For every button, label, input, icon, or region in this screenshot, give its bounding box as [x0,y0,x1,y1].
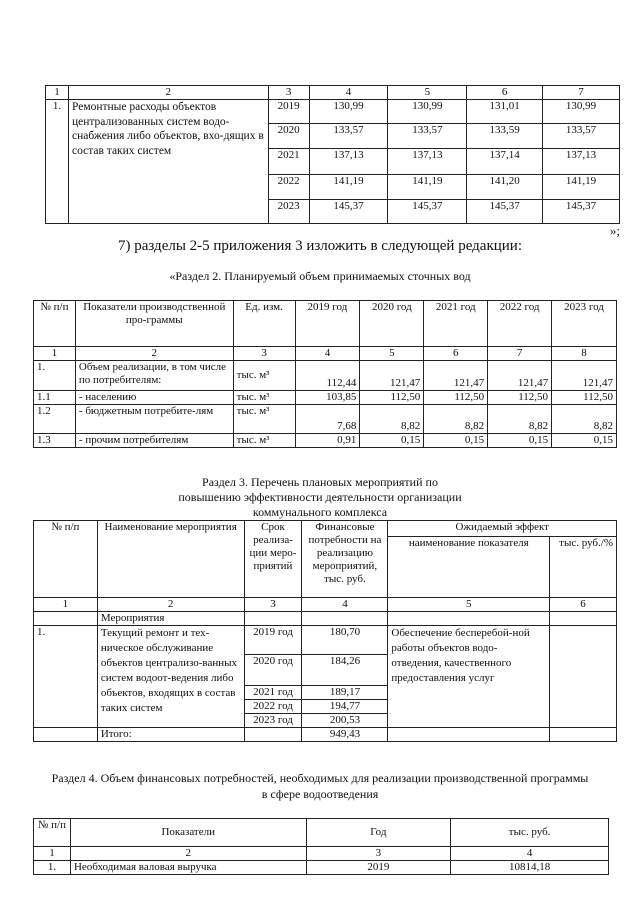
column-number: 3 [244,598,302,612]
year-cell: 2022 год [244,700,302,714]
table-row [34,434,617,448]
table-header-row [34,819,609,847]
empty-cell [550,612,617,626]
column-number: 5 [388,598,550,612]
group-row [34,612,617,626]
value-cell: 137,13 [388,149,467,175]
value-cell: 189,17 [302,686,388,700]
header-cell: 7 [543,86,620,100]
column-number: 3 [306,847,451,861]
table-row [46,100,620,124]
indicator-name: Необходимая валовая выручка [70,861,306,875]
column-number: 4 [451,847,609,861]
indicator-name: Объем реализации, в том числе по потребителям: [75,361,233,391]
column-numbers-row [34,347,617,361]
value-cell: 137,13 [309,149,388,175]
column-number: 8 [552,347,617,361]
total-row [34,728,617,742]
table-row [34,361,617,391]
section-2-title: «Раздел 2. Планируемый объем принимаемых сточных вод [169,269,471,283]
measure-name: Текущий ремонт и тех-ническое обслуживание объектов централизо-ванных систем водоот-ведения либо объектов, входящих в состав таких систем [97,626,244,728]
value-cell: 194,77 [302,700,388,714]
value-cell: 121,47 [424,361,488,391]
header-cell: 2020 год [360,301,424,347]
header-cell: Год [306,819,451,847]
value-cell: 0,15 [552,434,617,448]
year-cell: 2019 [306,861,451,875]
column-number: 1 [34,598,98,612]
value-cell: 137,13 [543,149,620,175]
value-cell: 130,99 [388,100,467,124]
year-cell: 2023 [268,200,309,224]
value-cell: 0,15 [424,434,488,448]
column-numbers-row [34,847,609,861]
value-cell: 112,50 [488,391,552,405]
effect-description: Обеспечение бесперебой-ной работы объектов водо-отведения, качественного предоставления услуг [388,626,550,728]
value-cell: 130,99 [543,100,620,124]
total-label: Итого: [97,728,244,742]
column-number: 3 [233,347,295,361]
indicator-name: - населению [75,391,233,405]
header-cell: Ед. изм. [233,301,295,347]
empty-cell [388,728,550,742]
empty-cell [302,612,388,626]
value-cell: 10814,18 [451,861,609,875]
unit-cell: тыс. м³ [233,434,295,448]
value-cell: 145,37 [543,200,620,224]
column-number: 7 [488,347,552,361]
value-cell: 141,20 [467,175,543,200]
section-4-title: Раздел 4. Объем финансовых потребностей, необходимых для реализации производственной программы в сфере водоотведения [51,771,589,801]
value-cell: 145,37 [309,200,388,224]
header-cell: тыс. руб. [451,819,609,847]
row-number: 1. [34,861,71,875]
value-cell: 112,50 [424,391,488,405]
year-cell: 2022 [268,175,309,200]
indicator-name: - прочим потребителям [75,434,233,448]
value-cell: 133,57 [543,124,620,149]
group-label: Мероприятия [97,612,244,626]
column-numbers-row [34,598,617,612]
column-number: 6 [424,347,488,361]
unit-cell: тыс. м³ [233,361,295,391]
header-cell: 2019 год [295,301,360,347]
empty-cell [34,612,98,626]
column-number: 4 [302,598,388,612]
table-row [34,626,617,655]
header-cell: наименование показателя [388,537,550,598]
year-cell: 2020 год [244,655,302,686]
empty-cell [244,728,302,742]
column-number: 1 [34,347,76,361]
section-2-table [33,300,617,448]
value-cell: 121,47 [552,361,617,391]
value-cell: 7,68 [295,405,360,434]
header-cell: 2 [68,86,268,100]
table-row [34,405,617,434]
value-cell: 8,82 [552,405,617,434]
total-value: 949,43 [302,728,388,742]
year-cell: 2019 [268,100,309,124]
column-number: 5 [360,347,424,361]
section-3-table [33,520,617,742]
row-number: 1. [34,361,76,391]
header-cell: 1 [46,86,69,100]
value-cell: 8,82 [424,405,488,434]
header-cell: Показатели производственной про-граммы [75,301,233,347]
header-cell: Показатели [70,819,306,847]
value-cell: 121,47 [360,361,424,391]
header-cell: 6 [467,86,543,100]
value-cell: 133,57 [309,124,388,149]
column-number: 1 [34,847,71,861]
empty-cell [550,728,617,742]
table-1 [45,85,620,224]
header-cell: Наименование мероприятия [97,521,244,598]
value-cell: 112,50 [360,391,424,405]
indicator-name: - бюджетным потребите-лям [75,405,233,434]
year-cell: 2020 [268,124,309,149]
empty-cell [244,612,302,626]
table-header-row [46,86,620,100]
table-header-row [34,301,617,347]
header-cell: 2023 год [552,301,617,347]
empty-cell [550,626,617,728]
header-cell: № п/п [34,521,98,598]
value-cell: 112,44 [295,361,360,391]
header-cell: 2022 год [488,301,552,347]
value-cell: 133,57 [388,124,467,149]
paragraph-7: 7) разделы 2-5 приложения 3 изложить в следующей редакции: [118,238,522,254]
row-number: 1. [46,100,69,224]
value-cell: 184,26 [302,655,388,686]
row-number: 1.3 [34,434,76,448]
header-cell: 4 [309,86,388,100]
header-cell: 5 [388,86,467,100]
header-cell: № п/п [34,301,76,347]
empty-cell [388,612,550,626]
column-number: 2 [70,847,306,861]
table-row [34,391,617,405]
year-cell: 2021 [268,149,309,175]
closing-quote: »; [609,223,620,238]
header-cell: тыс. руб./% [550,537,617,598]
value-cell: 131,01 [467,100,543,124]
value-cell: 130,99 [309,100,388,124]
header-cell: Финансовые потребности на реализацию мероприятий, тыс. руб. [302,521,388,598]
year-cell: 2019 год [244,626,302,655]
value-cell: 133,59 [467,124,543,149]
column-number: 6 [550,598,617,612]
column-number: 2 [75,347,233,361]
value-cell: 0,15 [488,434,552,448]
unit-cell: тыс. м³ [233,391,295,405]
value-cell: 141,19 [543,175,620,200]
header-cell: Ожидаемый эффект [388,521,617,537]
header-cell: 3 [268,86,309,100]
header-cell: № п/п [34,819,71,847]
empty-cell [34,728,98,742]
table-header-row [34,521,617,537]
value-cell: 141,19 [309,175,388,200]
section-3-title: Раздел 3. Перечень плановых мероприятий по повышению эффективности деятельности организации коммунального комплекса [178,475,462,519]
header-cell: 2021 год [424,301,488,347]
value-cell: 0,15 [360,434,424,448]
value-cell: 8,82 [488,405,552,434]
value-cell: 121,47 [488,361,552,391]
year-cell: 2023 год [244,714,302,728]
value-cell: 137,14 [467,149,543,175]
value-cell: 112,50 [552,391,617,405]
column-number: 4 [295,347,360,361]
value-cell: 180,70 [302,626,388,655]
header-cell: Срок реализа-ции меро-приятий [244,521,302,598]
value-cell: 0,91 [295,434,360,448]
column-number: 2 [97,598,244,612]
value-cell: 145,37 [388,200,467,224]
section-4-table [33,818,609,875]
value-cell: 200,53 [302,714,388,728]
row-number: 1.2 [34,405,76,434]
value-cell: 145,37 [467,200,543,224]
value-cell: 103,85 [295,391,360,405]
table-row [34,861,609,875]
year-cell: 2021 год [244,686,302,700]
row-number: 1. [34,626,98,728]
row-description: Ремонтные расходы объектов централизованных систем водо-снабжения либо объектов, вхо-дящих в состав таких систем [68,100,268,224]
value-cell: 8,82 [360,405,424,434]
unit-cell: тыс. м³ [233,405,295,434]
row-number: 1.1 [34,391,76,405]
value-cell: 141,19 [388,175,467,200]
